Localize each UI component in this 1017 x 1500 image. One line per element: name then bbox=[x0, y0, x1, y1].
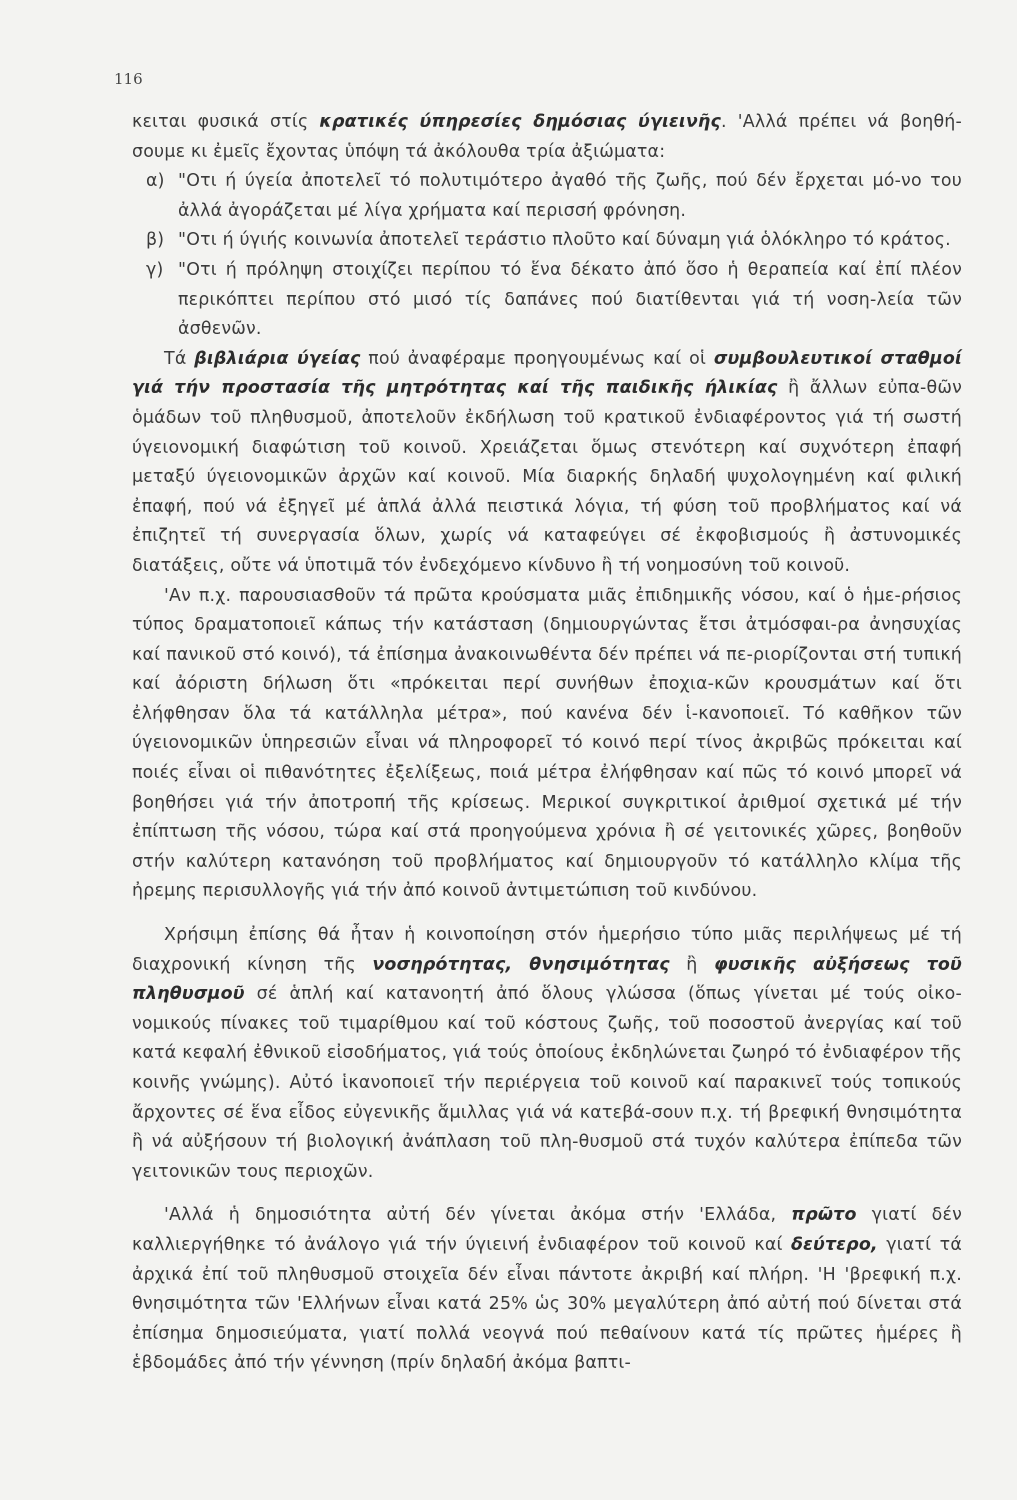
list-item bbox=[132, 167, 962, 226]
list-marker: α) bbox=[146, 171, 165, 192]
axioms-list bbox=[132, 167, 962, 345]
list-marker: γ) bbox=[146, 259, 164, 280]
emphasis-run: νοσηρότητας, θνησιμότητας bbox=[372, 954, 670, 975]
page-number: 116 bbox=[114, 70, 143, 88]
emphasis-run: φυσικῆς αὐξήσεως τοῦ πληθυσμοῦ bbox=[132, 954, 962, 1005]
paragraph-epidemic-example: 'Αν π.χ. παρουσιασθοῦν τά πρῶτα κρούσματα μιᾶς ἐπιδημικῆς νόσου, καί ὁ ἡμε-ρήσιος τύπος δραματοποιεῖ κάπως τήν κατάσταση (δημιουργώντας ἔτσι ἀτμόσφαι-ρα ἀνησυχίας καί πανικοῦ στό κοινό), τά ἐπίσημα ἀνακοινωθέντα δέν πρέπει νά πε-ριορίζονται στή τυπική καί ἀόριστη δήλωση ὅτι «πρόκειται περί συνήθων ἐποχια-κῶν κρουσμάτων καί ὅτι ἐλήφθησαν ὅλα τά κατάλληλα μέτρα», πού κανένα δέν ἱ-κανοποιεῖ. Τό καθῆκον τῶν ύγειονομικῶν ὑπηρεσιῶν εἶναι νά πληροφορεῖ τό κοινό περί τίνος ἀκριβῶς πρόκειται καί ποιές εἶναι οἱ πιθανότητες ἐξελίξεως, ποιά μέτρα ἐλήφθησαν καί πῶς τό κοινό μπορεῖ νά βοηθήσει γιά τήν ἀποτροπή τῆς κρίσεως. Μερικοί συγκριτικοί ἀριθμοί σχετικά μέ τήν ἐπίπτωση τῆς νόσου, τώρα καί στά προηγούμενα χρόνια ἢ σέ γειτονικές χῶρες, βοηθοῦν στήν καλύτερη κατανόηση τοῦ προβλήματος καί δημιουργοῦν τό κατάλληλο κλίμα τῆς ἠρεμης περισυλλογῆς γιά τήν ἀπό κοινοῦ ἀντιμετώπιση τοῦ κινδύνου. bbox=[132, 585, 962, 902]
list-item-text: "Οτι ή ύγεία ἀποτελεῖ τό πολυτιμότερο ἀγαθό τῆς ζωῆς, πού δέν ἔρχεται μό-νο του ἀλλά ἀγοράζεται μέ λίγα χρήματα καί περισσή φρόνηση. bbox=[178, 171, 962, 221]
text-run: Τά bbox=[164, 348, 195, 369]
text-run: γιατί δέν καλλιεργήθηκε τό ἀνάλογο γιά τήν ύγιεινή ἐνδιαφέρον τοῦ κοινοῦ καί bbox=[132, 1205, 962, 1255]
emphasis-run: κρατικές ύπηρεσίες δημόσιας ύγιεινῆς bbox=[319, 112, 722, 132]
text-run: Χρήσιμη ἐπίσης θά ἦταν ἡ κοινοποίηση στόν ἡμερήσιο τύπο μιᾶς περιλήψεως μέ τή διαχρονική κίνηση τῆς bbox=[132, 925, 962, 975]
text-run: κειται φυσικά στίς bbox=[132, 112, 320, 132]
paragraph-health-booklets bbox=[132, 345, 962, 582]
paragraph-press-publication bbox=[132, 921, 962, 1187]
text-run: ἢ bbox=[669, 954, 714, 975]
list-item bbox=[132, 226, 962, 256]
paragraph-greece-publicity bbox=[132, 1201, 962, 1379]
emphasis-run: συμβουλευτικοί σταθμοί γιά τήν προστασία τῆς μητρότητας καί τῆς παιδικῆς ήλικίας bbox=[132, 348, 962, 399]
text-run: . 'Αλλά πρέπει νά βοηθή-σουμε κι ἐμεῖς ἔχοντας ὑπόψη τά ἀκόλουθα τρία ἀξιώματα: bbox=[132, 112, 962, 162]
text-run: σέ ἁπλή καί κατανοητή ἀπό ὅλους γλώσσα (ὅπως γίνεται μέ τούς οἰκο-νομικούς πίνακες τοῦ τιμαρίθμου καί τοῦ κόστους ζωῆς, τοῦ ποσοστοῦ ἀνεργίας καί τοῦ κατά κεφαλή ἐθνικοῦ εἰσοδήματος, γιά τούς ὁποίους ἐκδηλώνεται ζωηρό τό ἐνδιαφέρον τῆς κοινῆς γνώμης). Αὐτό ἱκανοποιεῖ τήν περιέργεια τοῦ κοινοῦ καί παρακινεῖ τούς τοπικούς ἄρχοντες σέ ἕνα εἶδος εὐγενικῆς ἅμιλλας γιά νά κατεβά-σουν π.χ. τή βρεφική θνησιμότητα ἢ νά αὐξήσουν τή βιολογική ἀνάπλαση τοῦ πλη-θυσμοῦ στά τυχόν καλύτερα ἐπίπεδα τῶν γειτονικῶν τους περιοχῶν. bbox=[132, 984, 962, 1182]
emphasis-run: δεύτερο, bbox=[791, 1234, 878, 1255]
paragraph-intro bbox=[132, 108, 962, 167]
emphasis-run: βιβλιάρια ύγείας bbox=[194, 348, 361, 369]
text-run: ἢ ἄλλων εὐπα-θῶν ὁμάδων τοῦ πληθυσμοῦ, ἀποτελοῦν ἐκδήλωση τοῦ κρατικοῦ ἐνδιαφέροντος γιά τή σωστή ύγειονομική διαφώτιση τοῦ κοινοῦ. Χρειάζεται ὅμως στενότερη καί συχνότερη ἐπαφή μεταξύ ύγειονομικῶν ἀρχῶν καί κοινοῦ. Μία διαρκής δηλαδή ψυχολογημένη καί φιλική ἐπαφή, πού νά ἐξηγεῖ μέ ἁπλά ἀλλά πειστικά λόγια, τή φύση τοῦ προβλήματος καί νά ἐπιζητεῖ τή συνεργασία ὅλων, χωρίς νά καταφεύγει σέ ἐκφοβισμούς ἢ ἀστυνομικές διατάξεις, οὔτε νά ὑποτιμᾶ τόν ἐνδεχόμενο κίνδυνο ἢ τή νοημοσύνη τοῦ κοινοῦ. bbox=[132, 378, 963, 576]
list-item-text: "Οτι ή ύγιής κοινωνία ἀποτελεῖ τεράστιο πλοῦτο καί δύναμη γιά ὁλόκληρο τό κράτος. bbox=[178, 230, 951, 251]
emphasis-run: πρῶτο bbox=[791, 1205, 857, 1226]
text-run: πού ἀναφέραμε προηγουμένως καί οἱ bbox=[360, 348, 714, 369]
list-item-text: "Οτι ή πρόληψη στοιχίζει περίπου τό ἕνα δέκατο ἀπό ὅσο ἡ θεραπεία καί ἐπί πλέον περικόπτει περίπου στό μισό τίς δαπάνες πού διατίθενται γιά τή νοση-λεία τῶν ἀσθενῶν. bbox=[178, 259, 962, 340]
text-run: 'Αλλά ἡ δημοσιότητα αὐτή δέν γίνεται ἀκόμα στήν 'Ελλάδα, bbox=[164, 1205, 792, 1226]
text-run: γιατί τά ἀρχικά ἐπί τοῦ πληθυσμοῦ στοιχεῖα δέν εἶναι πάντοτε ἀκριβή καί πλήρη. 'Η 'βρεφική π.χ. θνησιμότητα τῶν 'Ελλήνων εἶναι κατά 25% ὡς 30% μεγαλύτερη ἀπό αὐτή πού δίνεται στά ἐπίσημα δημοσιεύματα, γιατί πολλά νεογνά πού πεθαίνουν κατά τίς πρῶτες ἡμέρες ἢ ἑβδομάδες ἀπό τήν γέννηση (πρίν δηλαδή ἀκόμα βαπτι- bbox=[132, 1234, 962, 1374]
body-text bbox=[132, 108, 962, 1379]
list-marker: β) bbox=[146, 230, 165, 251]
list-item bbox=[132, 256, 962, 345]
